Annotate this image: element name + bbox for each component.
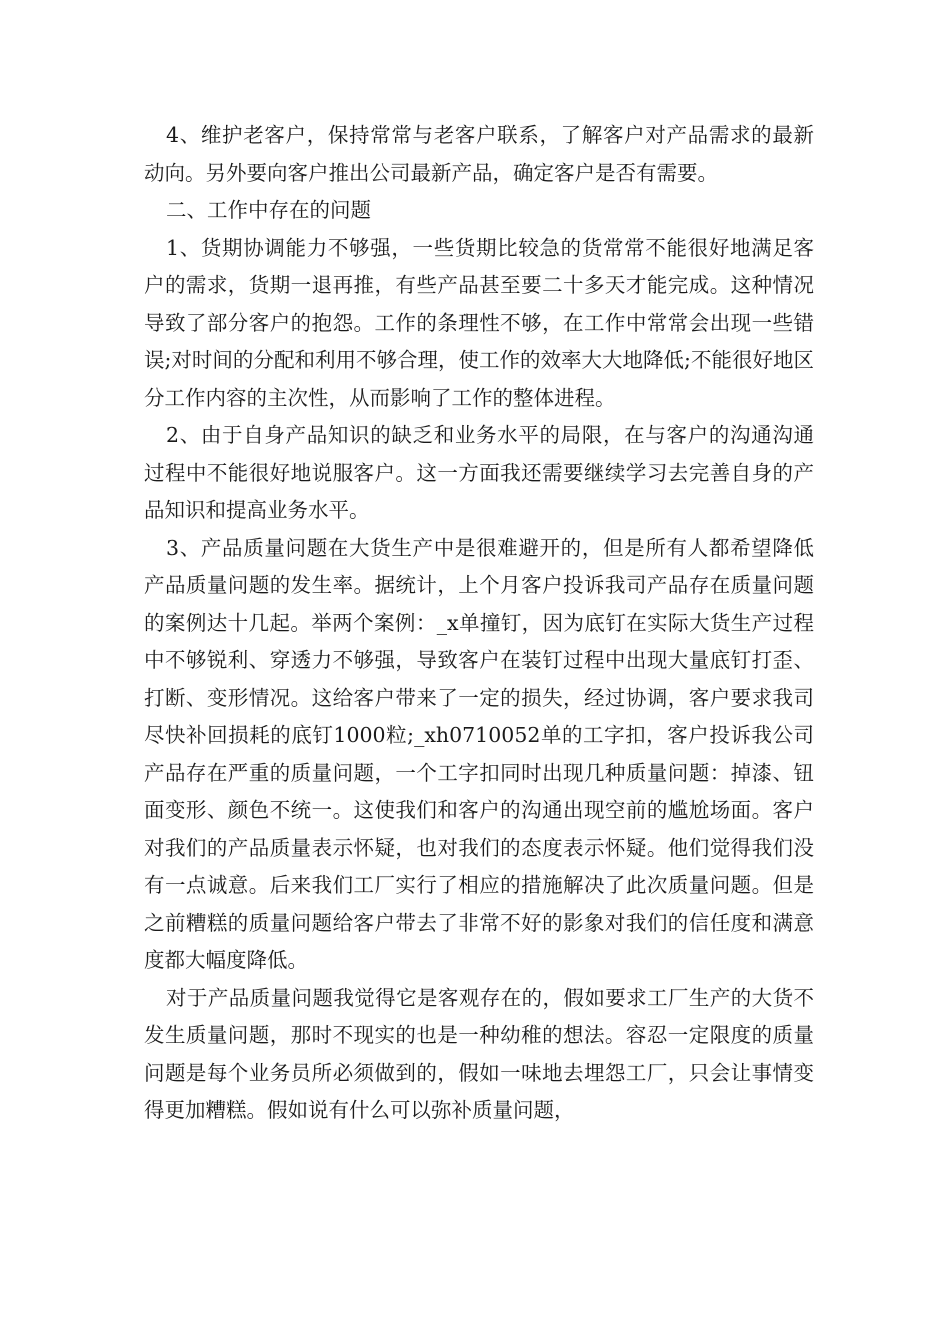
section-heading-problems: 二、工作中存在的问题 xyxy=(166,198,371,222)
paragraph-quality-issues: 3、产品质量问题在大货生产中是很难避开的，但是所有人都希望降低产品质量问题的发生率。据统计，上个月客户投诉我司产品存在质量问题的案例达十几起。举两个案例：_x单撞钉，因为底钉在实际大货生产过程中不够锐利、穿透力不够强，导致客户在装钉过程中出现大量底钉打歪、打断、变形情况。这给客户带来了一定的损失，经过协调，客户要求我司尽快补回损耗的底钉1000粒;_xh0710052单的工字扣，客户投诉我公司产品存在严重的质量问题，一个工字扣同时出现几种质量问题：掉漆、钮面变形、颜色不统一。这使我们和客户的沟通出现空前的尴尬场面。客户对我们的产品质量表示怀疑，也对我们的态度表示怀疑。他们觉得我们没有一点诚意。后来我们工厂实行了相应的措施解决了此次质量问题。但是之前糟糕的质量问题给客户带去了非常不好的影象对我们的信任度和满意度都大幅度降低。 xyxy=(144,535,814,972)
paragraph-delivery-coordination: 1、货期协调能力不够强，一些货期比较急的货常常不能很好地满足客户的需求，货期一退再推，有些产品甚至要二十多天才能完成。这种情况导致了部分客户的抱怨。工作的条理性不够，在工作中常常会出现一些错误;对时间的分配和利用不够合理，使工作的效率大大地降低;不能很好地区分工作内容的主次性，从而影响了工作的整体进程。 xyxy=(144,235,814,410)
paragraph-maintain-old-customers: 4、维护老客户，保持常常与老客户联系，了解客户对产品需求的最新动向。另外要向客户推出公司最新产品，确定客户是否有需要。 xyxy=(144,123,814,185)
document-body xyxy=(144,117,814,1130)
paragraph-quality-reflection: 对于产品质量问题我觉得它是客观存在的，假如要求工厂生产的大货不发生质量问题，那时不现实的也是一种幼稚的想法。容忍一定限度的质量问题是每个业务员所必须做到的，假如一味地去埋怨工厂，只会让事情变得更加糟糕。假如说有什么可以弥补质量问题， xyxy=(144,985,814,1122)
paragraph-product-knowledge: 2、由于自身产品知识的缺乏和业务水平的局限，在与客户的沟通沟通过程中不能很好地说服客户。这一方面我还需要继续学习去完善自身的产品知识和提高业务水平。 xyxy=(144,423,814,522)
